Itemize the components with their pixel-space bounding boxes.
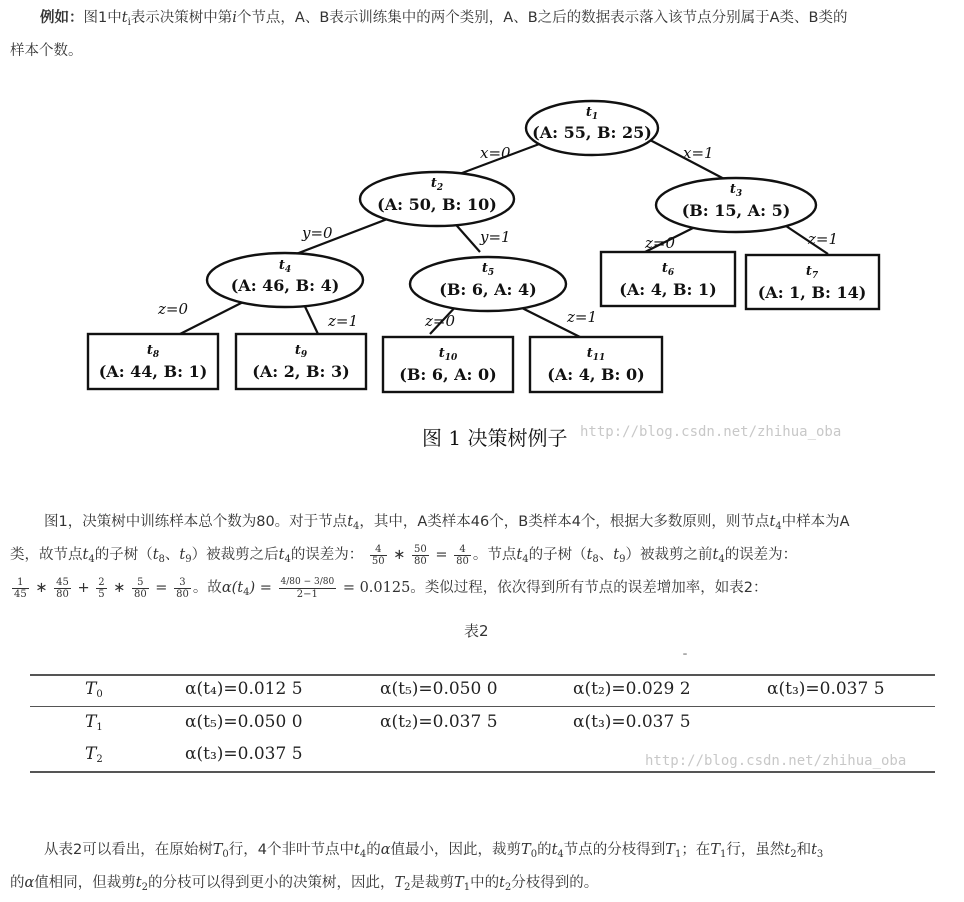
- fraction-compound: $\frac{4/80 - 3/80}{2-1}$: [280, 577, 335, 600]
- node-t2-name: $t_2$: [430, 176, 444, 193]
- intro-text: 个节点，A、B表示训练集中的两个类别，A、B之后的数据表示落入该节点分别属于A类、B类的: [236, 10, 848, 26]
- node-t1-name: $t_1$: [585, 105, 599, 122]
- math-i: i: [232, 10, 237, 26]
- node-t7-counts: (A: 1, B: 14): [757, 283, 867, 302]
- para-text: 、: [164, 547, 180, 563]
- figure-watermark: http://blog.csdn.net/zhihua_oba: [580, 424, 842, 440]
- math-T1: $T_1$: [710, 842, 727, 860]
- edge-label-z1-t4: z=1: [328, 312, 359, 330]
- math-t2: $t_2$: [135, 875, 148, 893]
- math-alpha-t4: $\alpha(t_4)$: [221, 580, 256, 598]
- node-t3-name: $t_3$: [729, 182, 743, 199]
- node-t11-counts: (A: 4, B: 0): [547, 365, 645, 384]
- para-text: 中样本为A: [781, 514, 850, 530]
- fraction: $\frac{50}{80}$: [414, 543, 427, 567]
- intro-text: 样本个数。: [10, 43, 83, 59]
- node-t8-counts: (A: 44, B: 1): [98, 362, 208, 381]
- math-t4: $t_4$: [278, 547, 291, 565]
- math-t4: $t_4$: [551, 842, 564, 860]
- edge-label-z0-t5: z=0: [425, 312, 456, 330]
- math-T1: $T_1$: [454, 875, 471, 893]
- table-title: 表2: [464, 622, 489, 640]
- node-t9-counts: (A: 2, B: 3): [252, 362, 350, 381]
- node-t8-name: $t_8$: [146, 343, 160, 360]
- para-text: 。节点: [472, 547, 517, 563]
- math-T1: $T_1$: [665, 842, 682, 860]
- table-mid-rule: [30, 706, 935, 707]
- table-cell: α(t₂)=0.037 5: [380, 712, 498, 732]
- table-cell: α(t₃)=0.037 5: [767, 679, 885, 699]
- math-t9: $t_9$: [613, 547, 626, 565]
- table-mark: ˉ: [682, 652, 688, 666]
- math-t4: $t_4$: [347, 514, 360, 532]
- node-t6-name: $t_6$: [661, 261, 675, 278]
- para-text: 的: [10, 875, 25, 891]
- edge-label-z0-t3: z=0: [645, 234, 676, 252]
- para-text: 类，故节点: [10, 547, 83, 563]
- table-cell: α(t₅)=0.050 0: [380, 679, 498, 699]
- para-text: 的分枝可以得到更小的决策树，因此，: [148, 875, 395, 891]
- table-top-rule: [30, 674, 935, 676]
- fraction: $\frac{5}{80}$: [133, 576, 147, 600]
- para-text: ）被裁剪之后: [191, 547, 279, 563]
- fraction: $\frac{1}{45}$: [14, 576, 27, 600]
- table-cell: α(t₅)=0.050 0: [185, 712, 303, 732]
- para-text: 行，4个非叶节点中: [228, 842, 355, 858]
- para-text: 图1，决策树中训练样本总个数为80。对于节点: [44, 514, 348, 530]
- para-text: ，其中，A类样本46个，B类样本4个，根据大多数原则，则节点: [359, 514, 770, 530]
- node-t4-counts: (A: 46, B: 4): [230, 276, 340, 295]
- row-label-T0: $T_0$: [85, 679, 103, 700]
- fraction: $\frac{3}{80}$: [176, 576, 189, 600]
- para-text: 。故: [192, 580, 222, 596]
- math-T2: $T_2$: [394, 875, 411, 893]
- edge-label-z0-t4: z=0: [158, 300, 189, 318]
- math-T0: $T_0$: [521, 842, 538, 860]
- edge-label-x1: x=1: [683, 144, 714, 162]
- para-text: 从表2可以看出，在原始树: [44, 842, 213, 858]
- math-T0: $T_0$: [212, 842, 229, 860]
- equation-result: = 0.0125。: [342, 580, 425, 596]
- para-text: 的误差为：: [290, 547, 364, 563]
- edge-label-y0: y=0: [302, 224, 333, 242]
- fraction: $\frac{4}{80}$: [456, 543, 469, 567]
- table-bottom-rule: [30, 771, 935, 773]
- math-t8: $t_8$: [152, 547, 165, 565]
- fraction: $\frac{45}{80}$: [56, 576, 69, 600]
- table-watermark: http://blog.csdn.net/zhihua_oba: [645, 753, 907, 769]
- math-t4: $t_4$: [769, 514, 782, 532]
- row-label-T1: $T_1$: [85, 712, 103, 733]
- math-t9: $t_9$: [179, 547, 192, 565]
- math-t2: $t_2$: [784, 842, 797, 860]
- explanation-paragraph: 图1，决策树中训练样本总个数为80。对于节点$t_4$，其中，A类样本46个，B类样本4个，根据大多数原则，则节点$t_4$中样本为A 类，故节点$t_4$的子树（$t_8$、$t_9$）被裁剪之后$t_4$的误差为： $\frac{4}{50}$ ∗ $\frac{50}{80}$ = $\frac{4}{80}$ 。节点$t_4$的子树（$t_8$、$t_9$）被裁剪之前$t_4$的误差为： $\frac{1}{45}$ ∗ $\frac{45}{80}$ + $\frac{2}{5}$ ∗ $\frac{5}{80}$ = $\frac{3}{80}$ 。故$\alpha(t_4)$ = $\frac{4/80 - 3/80}{2-1}$ = 0.0125。类似过程，依次得到所有节点的误差增加率，如表2：: [10, 514, 850, 600]
- para-text: 中的: [470, 875, 500, 891]
- math-ti: $t_i$: [121, 10, 131, 28]
- edge-label-z1-t3: z=1: [808, 230, 839, 248]
- node-t5-counts: (B: 6, A: 4): [439, 280, 537, 299]
- para-text: 行，虽然: [726, 842, 785, 858]
- para-text: 分枝得到的。: [511, 875, 599, 891]
- para-text: 、: [598, 547, 614, 563]
- math-t8: $t_8$: [586, 547, 599, 565]
- edge-label-z1-t5: z=1: [567, 308, 598, 326]
- para-text: 的: [366, 842, 381, 858]
- node-t5-name: $t_5$: [481, 261, 495, 278]
- node-t2-counts: (A: 50, B: 10): [377, 195, 497, 214]
- para-text: 和: [796, 842, 812, 858]
- node-t6-counts: (A: 4, B: 1): [619, 280, 717, 299]
- para-text: 是裁剪: [410, 875, 455, 891]
- para-text: 的子树（: [528, 547, 587, 563]
- para-text: 类似过程，依次得到所有节点的误差增加率，如表2：: [424, 580, 768, 596]
- para-text: 的: [537, 842, 552, 858]
- math-t4: $t_4$: [82, 547, 95, 565]
- math-alpha: α: [24, 875, 35, 891]
- para-text: 值相同，但裁剪: [34, 875, 136, 891]
- para-text: 节点的分枝得到: [563, 842, 666, 858]
- node-t3-counts: (B: 15, A: 5): [681, 201, 791, 220]
- table-cell: α(t₃)=0.037 5: [185, 744, 303, 764]
- table-cell: α(t₄)=0.012 5: [185, 679, 303, 699]
- table-cell: α(t₃)=0.037 5: [573, 712, 691, 732]
- para-text: ）被裁剪之前: [625, 547, 713, 563]
- conclusion-paragraph: [10, 836, 950, 902]
- intro-paragraph: [10, 4, 950, 65]
- figure-caption: 图 1 决策树例子: [422, 426, 568, 450]
- node-t10-counts: (B: 6, A: 0): [399, 365, 497, 384]
- table-cell: α(t₂)=0.029 2: [573, 679, 691, 699]
- math-t4: $t_4$: [354, 842, 367, 860]
- fraction: $\frac{2}{5}$: [98, 576, 105, 600]
- math-t2: $t_2$: [499, 875, 512, 893]
- intro-text: 图1中: [83, 10, 122, 26]
- para-text: 的子树（: [94, 547, 153, 563]
- intro-label: 例如：: [40, 10, 84, 26]
- intro-text: 表示决策树中第: [130, 10, 233, 26]
- para-text: 值最小，因此，裁剪: [390, 842, 522, 858]
- node-t1-counts: (A: 55, B: 25): [532, 123, 652, 142]
- math-t3: $t_3$: [811, 842, 824, 860]
- decision-tree-figure: [80, 92, 900, 462]
- node-t4-name: $t_4$: [278, 258, 292, 275]
- node-t7-name: $t_7$: [805, 264, 819, 281]
- para-text: ；在: [681, 842, 711, 858]
- math-alpha: α: [380, 842, 391, 858]
- math-t4: $t_4$: [516, 547, 529, 565]
- node-t9-name: $t_9$: [294, 343, 308, 360]
- math-t4: $t_4$: [712, 547, 725, 565]
- edge-label-x0: x=0: [480, 144, 511, 162]
- edge-label-y1: y=1: [480, 228, 511, 246]
- row-label-T2: $T_2$: [85, 744, 103, 765]
- node-t11-name: $t_{11}$: [586, 346, 606, 363]
- node-t10-name: $t_{10}$: [438, 346, 458, 363]
- para-text: 的误差为：: [724, 547, 798, 563]
- fraction: $\frac{4}{50}$: [371, 543, 385, 567]
